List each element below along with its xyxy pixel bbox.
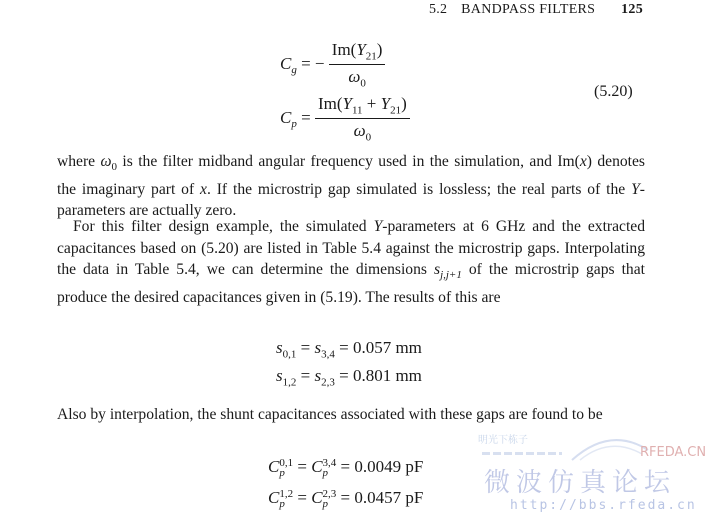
watermark-url: http://bbs.rfeda.cn bbox=[510, 498, 697, 513]
gap-line-2: $s_{1,2} = s_{2,3} = 0.801$ mm bbox=[276, 366, 422, 389]
watermark-chinese: 微波仿真论坛 bbox=[484, 468, 677, 498]
section-number: 5.2 bbox=[428, 2, 448, 17]
watermark-arcs-icon bbox=[570, 432, 650, 462]
running-header bbox=[429, 2, 643, 18]
page-number: 125 bbox=[621, 2, 643, 17]
cap-line-2: C 1,2 p = C 2,3 p = 0.0457 pF bbox=[268, 488, 424, 511]
paragraph-design-example: For this filter design example, the simulated Y-parameters at 6 GHz and the extracted capacitances based on (5.20) are listed in Table 5.4 against the microstrip gaps. Interpolating the data in Table 5.4, we can determine the dimensions $s_{j,j+1}$ of the microstrip gaps that produce the desired capacitances given in (5.19). The results of this are bbox=[57, 218, 645, 306]
watermark-dashes bbox=[482, 452, 562, 455]
watermark-site: RFEDA.CN bbox=[640, 445, 707, 460]
fraction-cg: $\frac{Im(Y_{21})}{\omega_0}$ bbox=[329, 40, 386, 90]
equation-cp: $C_p$ = $\frac{Im(Y_{11} + Y_{21})}{\omega_0}$ bbox=[280, 94, 410, 144]
fraction-cp: $\frac{Im(Y_{11} + Y_{21})}{\omega_0}$ bbox=[315, 94, 410, 144]
paragraph-interpolation: Also by interpolation, the shunt capacitances associated with these gaps are found to be bbox=[57, 406, 603, 423]
section-title: BANDPASS FILTERS bbox=[461, 2, 596, 17]
equation-cg: $C_g$ = − $\frac{Im(Y_{21})}{\omega_0}$ bbox=[280, 40, 385, 90]
watermark-small-text: 明光下栋子 bbox=[478, 435, 528, 446]
cap-line-1: C 0,1 p = C 3,4 p = 0.0049 pF bbox=[268, 457, 424, 480]
gap-line-1: $s_{0,1} = s_{3,4} = 0.057$ mm bbox=[276, 338, 422, 361]
equation-number: (5.20) bbox=[594, 83, 633, 100]
paragraph-definition: where $\omega_0$ is the filter midband angular frequency used in the simulation, and Im(x) denotes the imaginary part of x. If the microstrip gap simulated is lossless; the real parts of the Y-parameters are actually zero. bbox=[57, 153, 645, 220]
